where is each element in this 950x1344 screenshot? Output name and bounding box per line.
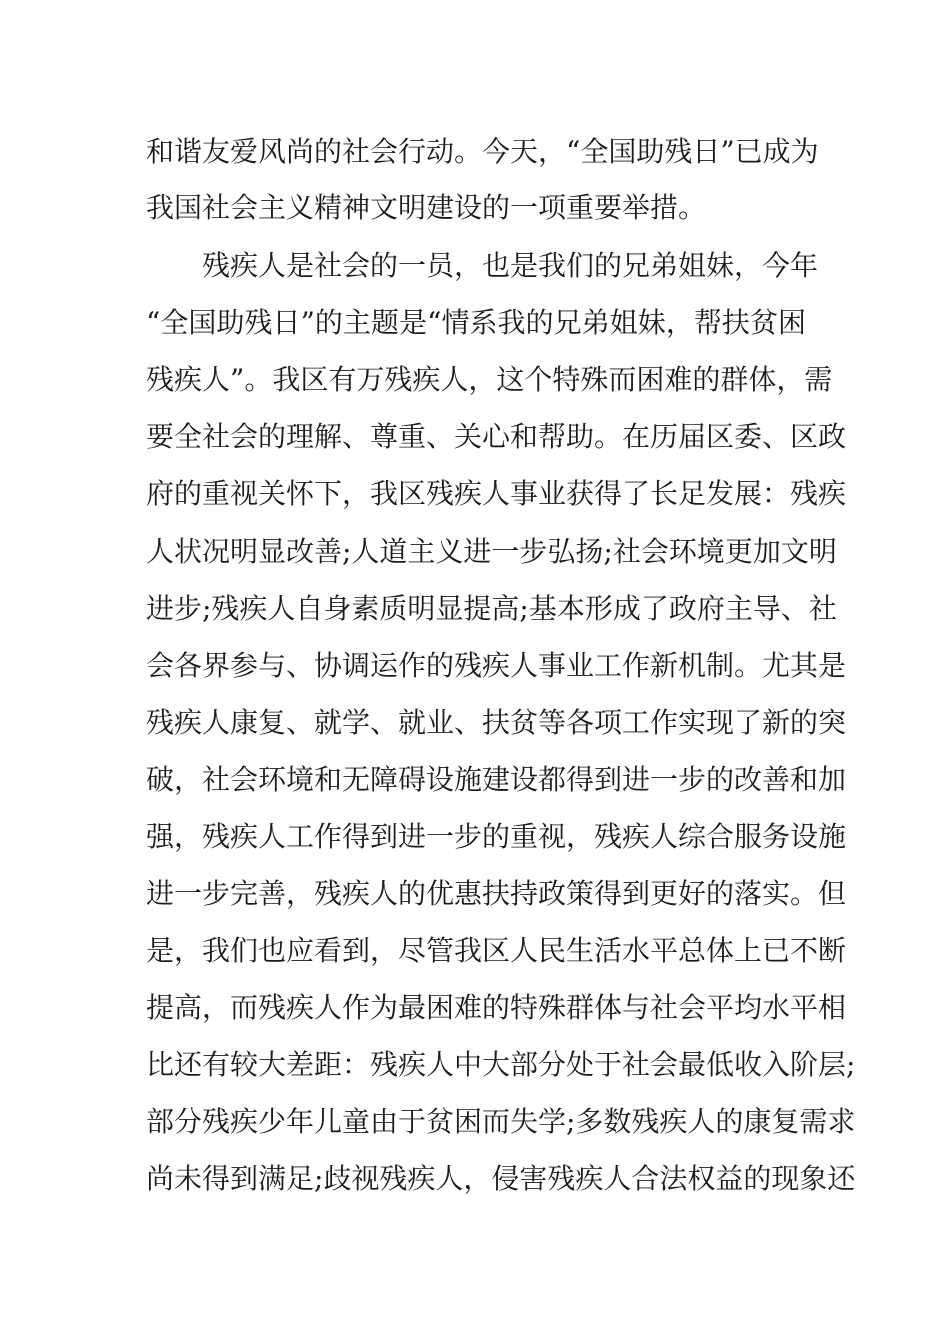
text-line: 残疾人”。我区有万残疾人，这个特殊而困难的群体，需: [146, 363, 833, 396]
text-line: 我国社会主义精神文明建设的一项重要举措。: [146, 191, 707, 224]
text-line: “全国助残日”的主题是“情系我的兄弟姐妹，帮扶贫困: [146, 306, 806, 339]
text-line: 进一步完善，残疾人的优惠扶持政策得到更好的落实。但: [146, 877, 847, 910]
text-line: 强，残疾人工作得到进一步的重视，残疾人综合服务设施: [146, 820, 847, 853]
text-line: 残疾人康复、就学、就业、扶贫等各项工作实现了新的突: [146, 706, 847, 739]
text-line: 和谐友爱风尚的社会行动。今天，“全国助残日”已成为: [146, 135, 819, 168]
text-line: 进步;残疾人自身素质明显提高;基本形成了政府主导、社: [146, 592, 837, 625]
text-line: 要全社会的理解、尊重、关心和帮助。在历届区委、区政: [146, 420, 847, 453]
text-line: 部分残疾少年儿童由于贫困而失学;多数残疾人的康复需求: [146, 1105, 856, 1138]
text-line: 提高，而残疾人作为最困难的特殊群体与社会平均水平相: [146, 991, 847, 1024]
text-line: 残疾人是社会的一员，也是我们的兄弟姐妹，今年: [202, 249, 819, 282]
text-line: 会各界参与、协调运作的残疾人事业工作新机制。尤其是: [146, 649, 847, 682]
text-line: 尚未得到满足;歧视残疾人，侵害残疾人合法权益的现象还: [146, 1162, 856, 1195]
text-line: 破，社会环境和无障碍设施建设都得到进一步的改善和加: [146, 763, 847, 796]
text-line: 是，我们也应看到，尽管我区人民生活水平总体上已不断: [146, 934, 847, 967]
text-line: 人状况明显改善;人道主义进一步弘扬;社会环境更加文明: [146, 535, 837, 568]
text-line: 府的重视关怀下，我区残疾人事业获得了长足发展：残疾: [146, 477, 847, 510]
text-line: 比还有较大差距：残疾人中大部分处于社会最低收入阶层;: [146, 1048, 856, 1081]
